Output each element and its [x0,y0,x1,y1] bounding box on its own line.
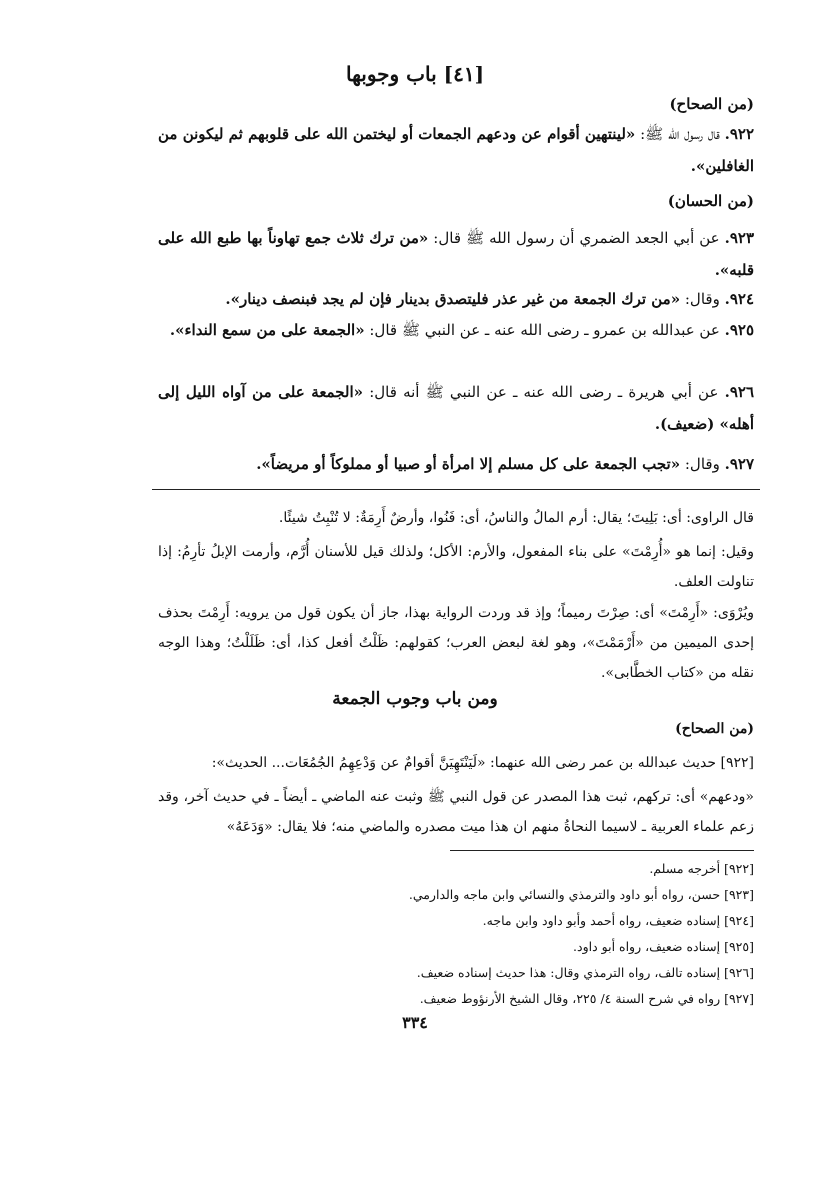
sub-paragraph: «ودعهم» أى: تركهم، ثبت هذا المصدر عن قول النبي ﷺ وثبت عنه الماضي ـ أيضاً ـ في حديث آخر، وقد زعم علماء العربية ـ لاسيما النحاةُ منهم ان هذا ميت مصدره والماضي منه؛ فلا يقال: «وَدَعَهُ» [158,789,754,835]
hadith-intro: عن عبدالله بن عمرو ـ رضى الله عنه ـ عن النبي ﷺ قال: [369,321,720,339]
hadith-925 [158,314,754,346]
sub-chapter-title: ومن باب وجوب الجمعة [332,689,498,709]
footnote: [٩٢٦] إسناده تالف، رواه الترمذي وقال: هذا حديث إسناده ضعيف. [416,965,754,980]
sub-section-label: (من الصحاح) [675,721,754,737]
hadith-number: ٩٢٥. [724,321,754,339]
commentary-paragraph: وقيل: إنما هو «أُرِمْتَ» على بناء المفعول، والأرم: الأكل؛ ولذلك قيل للأسنان أُرَّم، وأرمت الإبلُ تأرِمُ: إذا تناولت العلف. [158,544,754,590]
hadith-number: ٩٢٦. [724,383,754,401]
chapter-title: [٤١] باب وجوبها [345,62,485,86]
hadith-text: «من ترك الجمعة من غير عذر فليتصدق بدينار فإن لم يجد فبنصف دينار». [225,290,681,308]
footnote: [٩٢٣] حسن، رواه أبو داود والترمذي والنسائي وابن ماجه والدارمي. [408,887,754,902]
hadith-text: «الجمعة على من سمع النداء». [169,321,365,339]
hadith-text: «من ترك ثلاث جمع تهاوناً بها طبع الله على قلبه». [158,229,754,279]
hadith-text: «الجمعة على من آواه الليل إلى أهله» (ضعيف). [158,383,754,433]
sub-paragraph: [٩٢٢] حديث عبدالله بن عمر رضى الله عنهما: «لَيَنْتَهِيَنَّ أقوامٌ عن وَدْعِهِمُ الجُمُعَات... الحديث»: [211,755,754,771]
hadith-926 [158,376,754,440]
section-divider [152,489,760,490]
footnote-divider [450,850,754,851]
hadith-number: ٩٢٤. [724,290,754,308]
hadith-number: ٩٢٧. [724,455,754,473]
footnote: [٩٢٥] إسناده ضعيف، رواه أبو داود. [573,939,754,954]
hadith-927 [158,448,754,480]
hadith-number: ٩٢٣. [724,229,754,247]
footnote: [٩٢٤] إسناده ضعيف، رواه أحمد وأبو داود وابن ماجه. [482,913,754,928]
hadith-intro: قال رسول الله ﷺ: [640,125,720,143]
hadith-intro: وقال: [684,290,720,308]
hadith-intro: وقال: [684,455,720,473]
hadith-text: «تجب الجمعة على كل مسلم إلا امرأة أو صبيا أو مملوكاً أو مريضاً». [256,455,681,473]
section-label-sahih: (من الصحاح) [669,95,754,113]
footnote: [٩٢٧] رواه في شرح السنة ٤/ ٢٢٥، وقال الشيخ الأرنؤوط ضعيف. [419,991,754,1006]
section-label-hisan: (من الحسان) [667,192,754,210]
page-number: ٣٣٤ [402,1013,428,1032]
commentary-paragraph: قال الراوى: أى: بَلِيتَ؛ يقال: أرم المالُ والناسُ، أى: فَنُوا، وأرضٌ أَرِمَةٌ: لا تُنْبِتُ شيئًا. [278,510,754,526]
hadith-924 [158,283,754,315]
hadith-number: ٩٢٢. [724,125,754,143]
footnote: [٩٢٢] أخرجه مسلم. [649,861,754,876]
hadith-intro: عن أبي الجعد الضمري أن رسول الله ﷺ قال: [433,229,720,247]
commentary-paragraph: ويُرْوَى: «أَرِمْتَ» أى: صِرْتَ رميماً؛ وإذ قد وردت الرواية بهذا، جاز أن يكون قول من يرويه: أَرِمْتَ بحذف إحدى الميمين من «أَرْمَمْتَ»، وهو لغة لبعض العرب؛ كقولهم: ظَلْتُ أفعل كذا، أى: ظَلَلْتُ؛ وهذا الوجه نقله من «كتاب الخطَّابى». [158,605,754,681]
hadith-text: «لينتهين أقوام عن ودعهم الجمعات أو ليختمن الله على قلوبهم ثم ليكونن من الغافلين». [158,125,754,175]
hadith-922 [158,118,754,182]
hadith-intro: عن أبي هريرة ـ رضى الله عنه ـ عن النبي ﷺ أنه قال: [369,383,719,401]
hadith-923 [158,222,754,286]
